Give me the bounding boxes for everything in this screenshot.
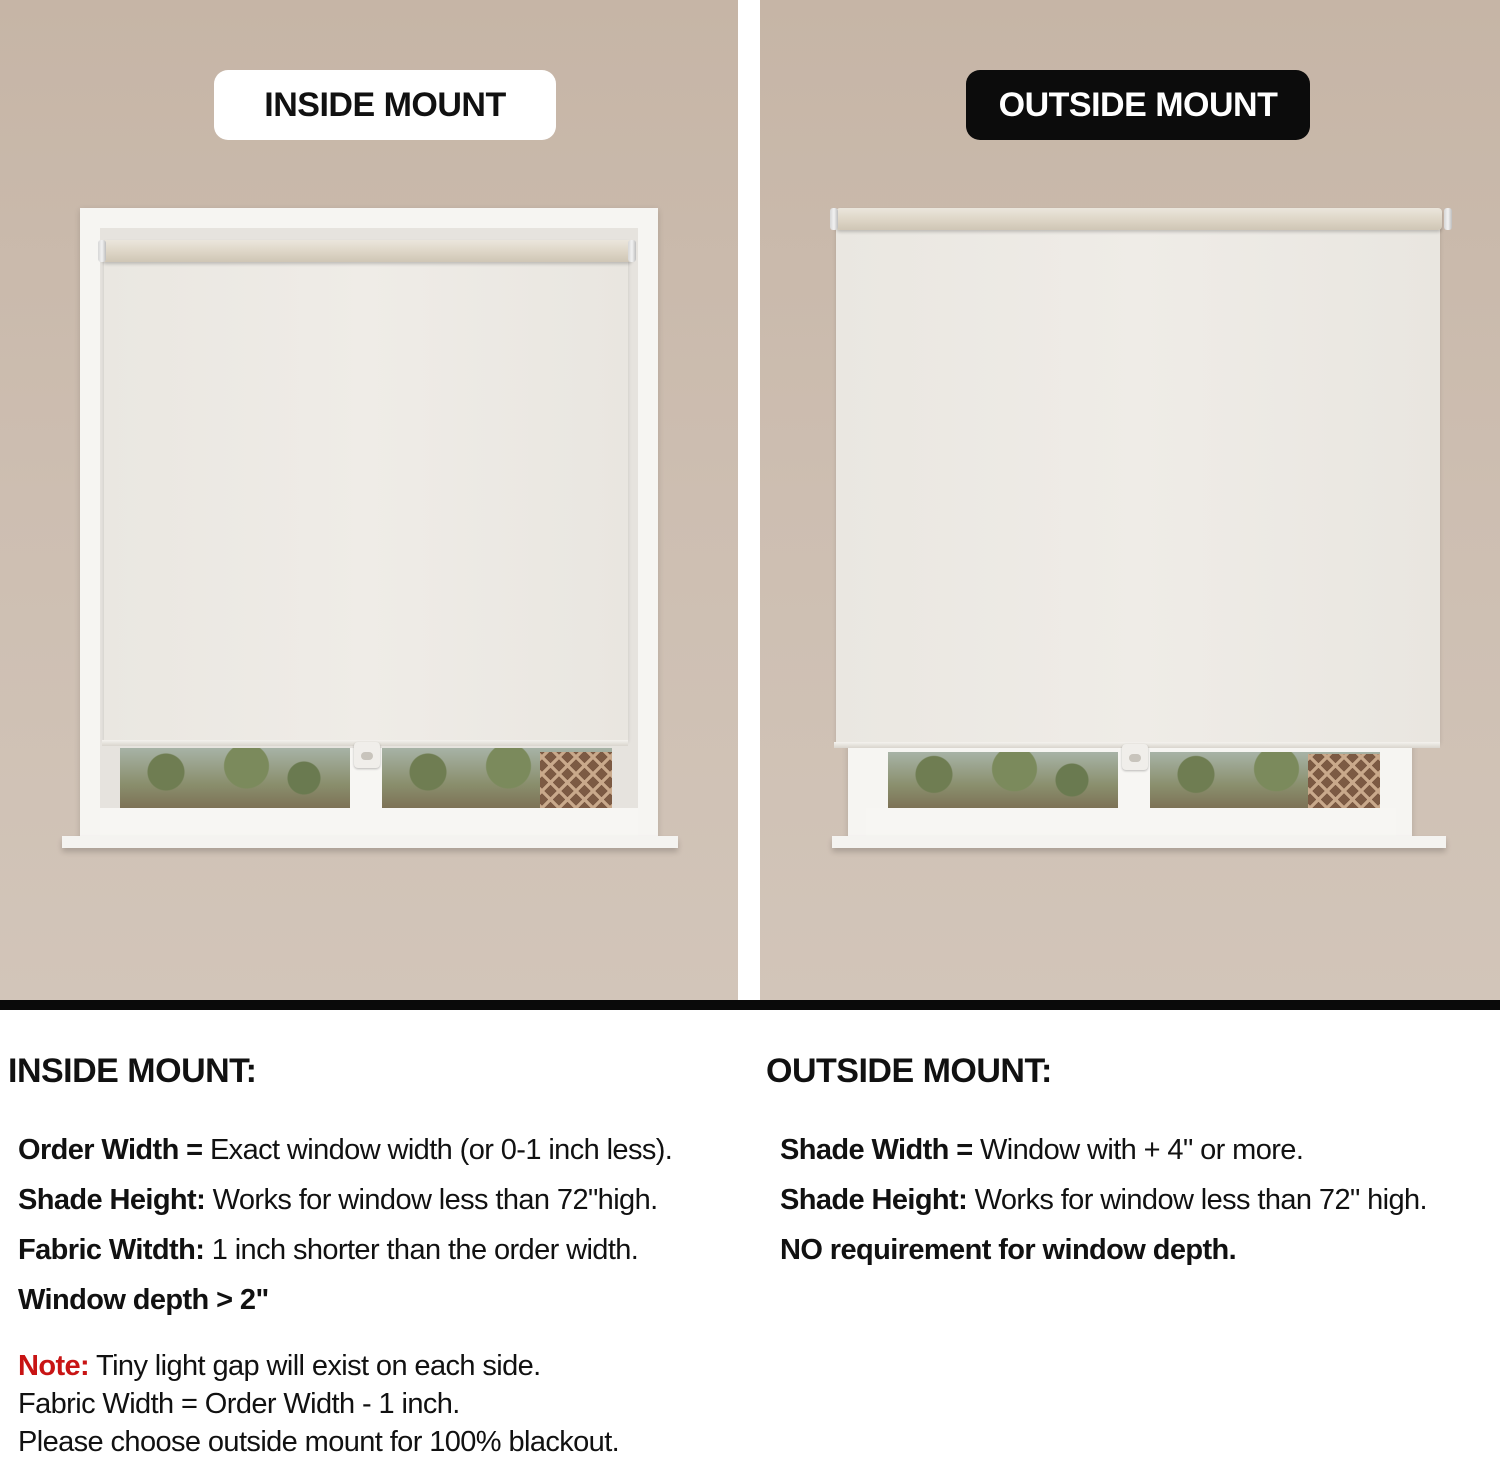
bracket-right bbox=[628, 240, 636, 262]
outside-mount-badge: OUTSIDE MOUNT bbox=[966, 70, 1310, 140]
note-label: Note: bbox=[18, 1350, 90, 1382]
spec-value: Window with + 4" or more. bbox=[972, 1134, 1304, 1166]
inside-mount-heading: INSIDE MOUNT: bbox=[8, 1052, 257, 1090]
inside-order-width bbox=[18, 1134, 672, 1167]
spec-key: Fabric Witdth: bbox=[18, 1234, 205, 1266]
shade-roller bbox=[102, 240, 632, 262]
inside-fabric-width bbox=[18, 1234, 638, 1267]
spec-key: Shade Height: bbox=[780, 1184, 968, 1216]
spec-key: NO requirement for window depth. bbox=[780, 1234, 1237, 1266]
inside-mount-badge: INSIDE MOUNT bbox=[214, 70, 556, 140]
spec-value: 1 inch shorter than the order width. bbox=[204, 1234, 639, 1266]
inside-window-depth bbox=[18, 1284, 269, 1317]
window-bottom-rail bbox=[866, 808, 1396, 838]
bracket-left bbox=[830, 208, 838, 230]
horizontal-divider bbox=[0, 1000, 1500, 1010]
inside-shade-height bbox=[18, 1184, 658, 1217]
shade-pull-handle bbox=[354, 742, 380, 768]
window-sill bbox=[62, 836, 678, 848]
outside-shade-width bbox=[780, 1134, 1303, 1167]
outside-mount-heading: OUTSIDE MOUNT: bbox=[766, 1052, 1052, 1090]
shade-roller bbox=[836, 208, 1442, 230]
spec-key: Shade Width = bbox=[780, 1134, 973, 1166]
spec-value: Exact window width (or 0-1 inch less). bbox=[202, 1134, 673, 1166]
inside-note-line2: Fabric Width = Order Width - 1 inch. bbox=[18, 1388, 460, 1420]
spec-value: Works for window less than 72" high. bbox=[967, 1184, 1428, 1216]
bracket-right bbox=[1444, 208, 1452, 230]
spec-key: Shade Height: bbox=[18, 1184, 206, 1216]
spec-value: Works for window less than 72"high. bbox=[205, 1184, 658, 1216]
vertical-divider bbox=[738, 0, 760, 1000]
window-sill bbox=[832, 836, 1446, 848]
lattice bbox=[1308, 754, 1380, 808]
inside-note-line3: Please choose outside mount for 100% blackout. bbox=[18, 1426, 620, 1458]
outside-depth-requirement bbox=[780, 1234, 1236, 1267]
bracket-left bbox=[98, 240, 106, 262]
window-glass-left bbox=[888, 752, 1118, 808]
window-glass-left bbox=[120, 748, 350, 808]
inside-mount-image bbox=[0, 0, 738, 1000]
outside-mount-image bbox=[760, 0, 1500, 1000]
window-bottom-rail bbox=[100, 808, 638, 838]
note-text: Tiny light gap will exist on each side. bbox=[89, 1350, 541, 1382]
lattice bbox=[540, 752, 612, 808]
roller-shade bbox=[104, 250, 628, 740]
roller-shade bbox=[836, 226, 1440, 742]
shade-pull-handle bbox=[1122, 744, 1148, 770]
spec-key: Window depth > 2" bbox=[18, 1284, 269, 1316]
inside-note bbox=[18, 1350, 541, 1383]
outside-shade-height bbox=[780, 1184, 1427, 1217]
spec-key: Order Width = bbox=[18, 1134, 203, 1166]
